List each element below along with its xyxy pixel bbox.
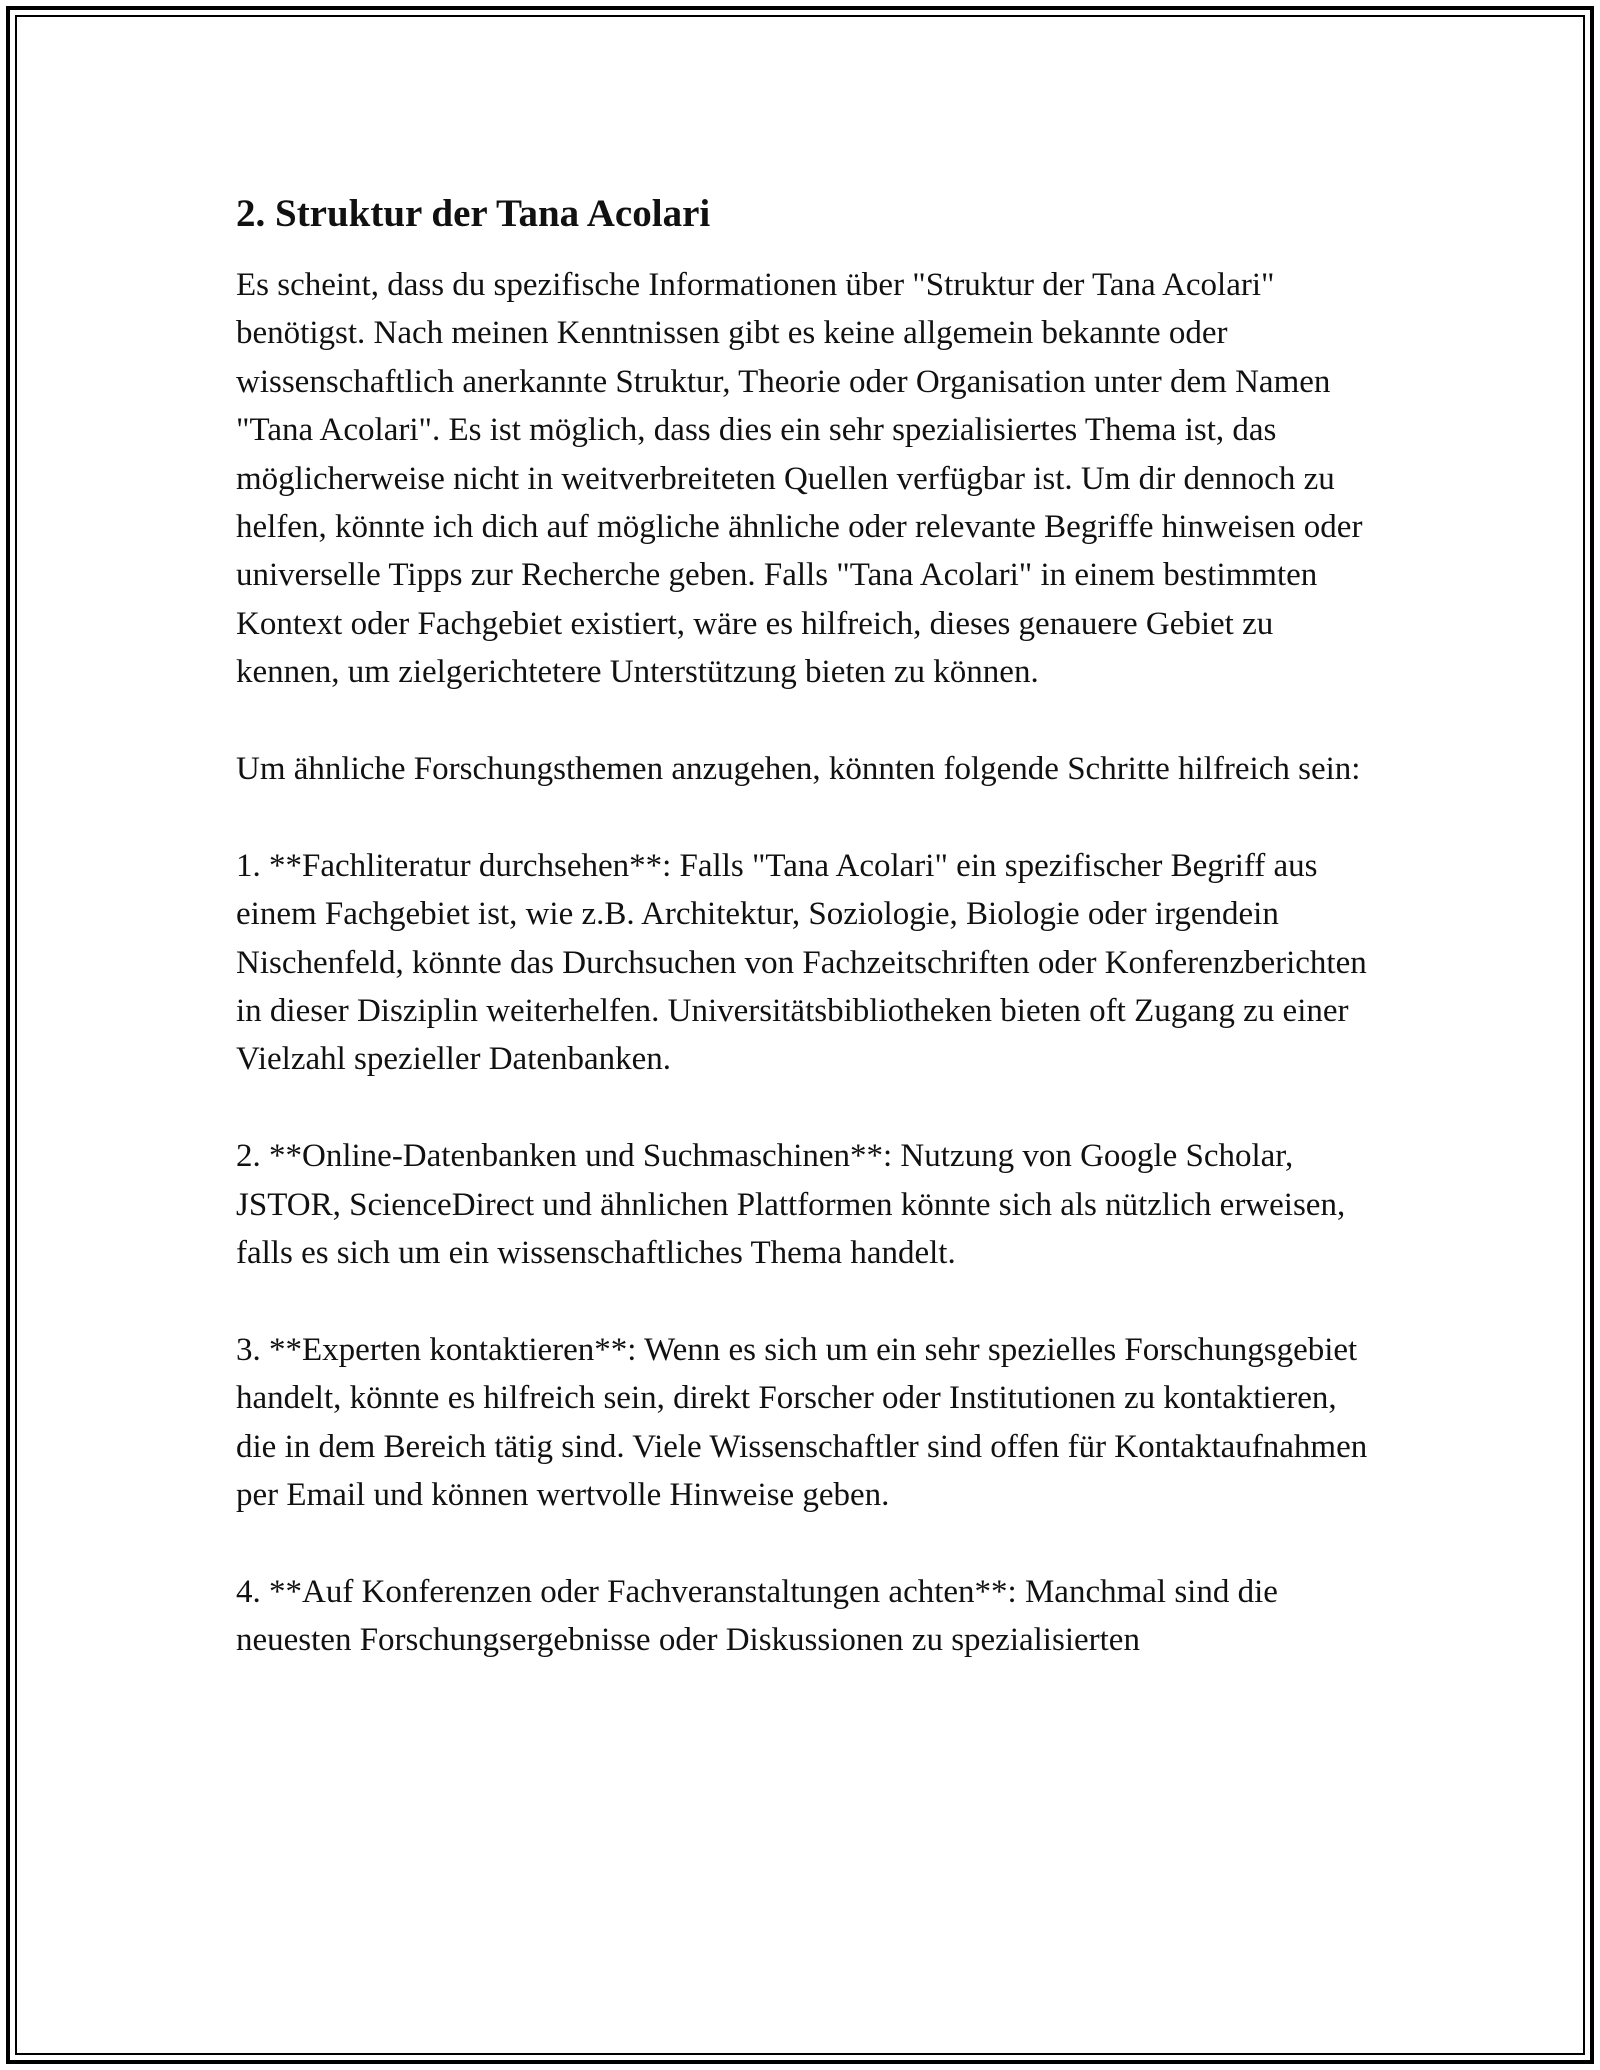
- step-1-paragraph: 1. **Fachliteratur durchsehen**: Falls "Tana Acolari" ein spezifischer Begriff aus einem Fachgebiet ist, wie z.B. Architektur, Soziologie, Biologie oder irgendein Nischenfeld, könnte das Durchsuchen von Fachzeitschriften oder Konferenzberichten in dieser Disziplin weiterhelfen. Universitätsbibliotheken bieten oft Zugang zu einer Vielzahl spezieller Datenbanken.: [236, 847, 1367, 1078]
- document-page: [236, 186, 1374, 1713]
- step-4-paragraph: 4. **Auf Konferenzen oder Fachveranstaltungen achten**: Manchmal sind die neuesten Forschungsergebnisse oder Diskussionen zu spezialisierten: [236, 1573, 1278, 1659]
- step-2-paragraph: 2. **Online-Datenbanken und Suchmaschinen**: Nutzung von Google Scholar, JSTOR, ScienceDirect und ähnlichen Plattformen könnte sich als nützlich erweisen, falls es sich um ein wissenschaftliches Thema handelt.: [236, 1138, 1346, 1272]
- step-3-paragraph: 3. **Experten kontaktieren**: Wenn es sich um ein sehr spezielles Forschungsgebiet handelt, könnte es hilfreich sein, direkt Forscher oder Institutionen zu kontaktieren, die in dem Bereich tätig sind. Viele Wissenschaftler sind offen für Kontaktaufnahmen per Email und können wertvolle Hinweise geben.: [236, 1331, 1368, 1514]
- intro-paragraph: Es scheint, dass du spezifische Informationen über "Struktur der Tana Acolari" benötigst. Nach meinen Kenntnissen gibt es keine allgemein bekannte oder wissenschaftlich anerkannte Struktur, Theorie oder Organisation unter dem Namen "Tana Acolari". Es ist möglich, dass dies ein sehr spezialisiertes Thema ist, das möglicherweise nicht in weitverbreiteten Quellen verfügbar ist. Um dir dennoch zu helfen, könnte ich dich auf mögliche ähnliche oder relevante Begriffe hinweisen oder universelle Tipps zur Recherche geben. Falls "Tana Acolari" in einem bestimmten Kontext oder Fachgebiet existiert, wäre es hilfreich, dieses genauere Gebiet zu kennen, um zielgerichtetere Unterstützung bieten zu können.: [236, 267, 1363, 691]
- section-heading: 2. Struktur der Tana Acolari: [236, 192, 711, 235]
- steps-intro-paragraph: Um ähnliche Forschungsthemen anzugehen, könnten folgende Schritte hilfreich sein:: [236, 751, 1361, 788]
